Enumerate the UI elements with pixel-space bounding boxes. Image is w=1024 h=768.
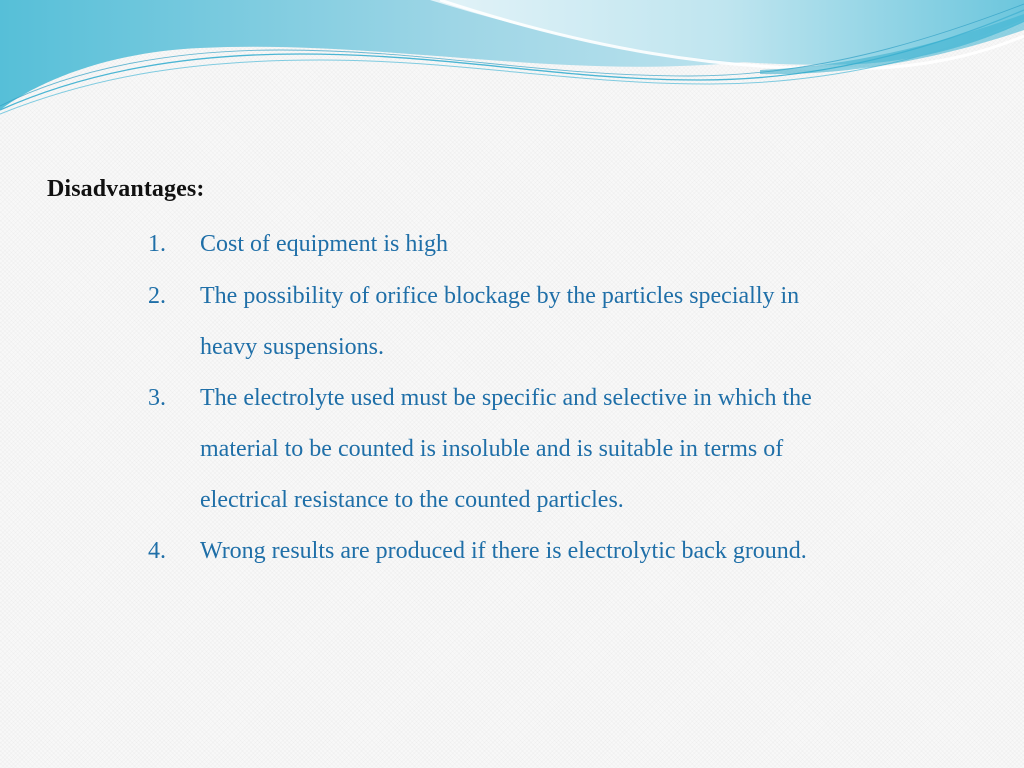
list-item-number: 2. <box>148 283 166 309</box>
list-item-text-continued: electrical resistance to the counted particles. <box>200 487 624 513</box>
list-item-text: The possibility of orifice blockage by the particles specially in <box>200 283 800 309</box>
list-item-number: 3. <box>148 385 166 411</box>
list-item-text: Cost of equipment is high <box>200 231 448 257</box>
slide-heading: Disadvantages: <box>47 176 205 202</box>
list-item-text: Wrong results are produced if there is electrolytic back ground. <box>200 538 807 564</box>
list-item-number: 4. <box>148 538 166 564</box>
list-item-text-continued: material to be counted is insoluble and is suitable in terms of <box>200 436 784 462</box>
list-item-number: 1. <box>148 231 166 257</box>
list-item-text-continued: heavy suspensions. <box>200 334 384 360</box>
list-item-text: The electrolyte used must be specific and selective in which the <box>200 385 812 411</box>
